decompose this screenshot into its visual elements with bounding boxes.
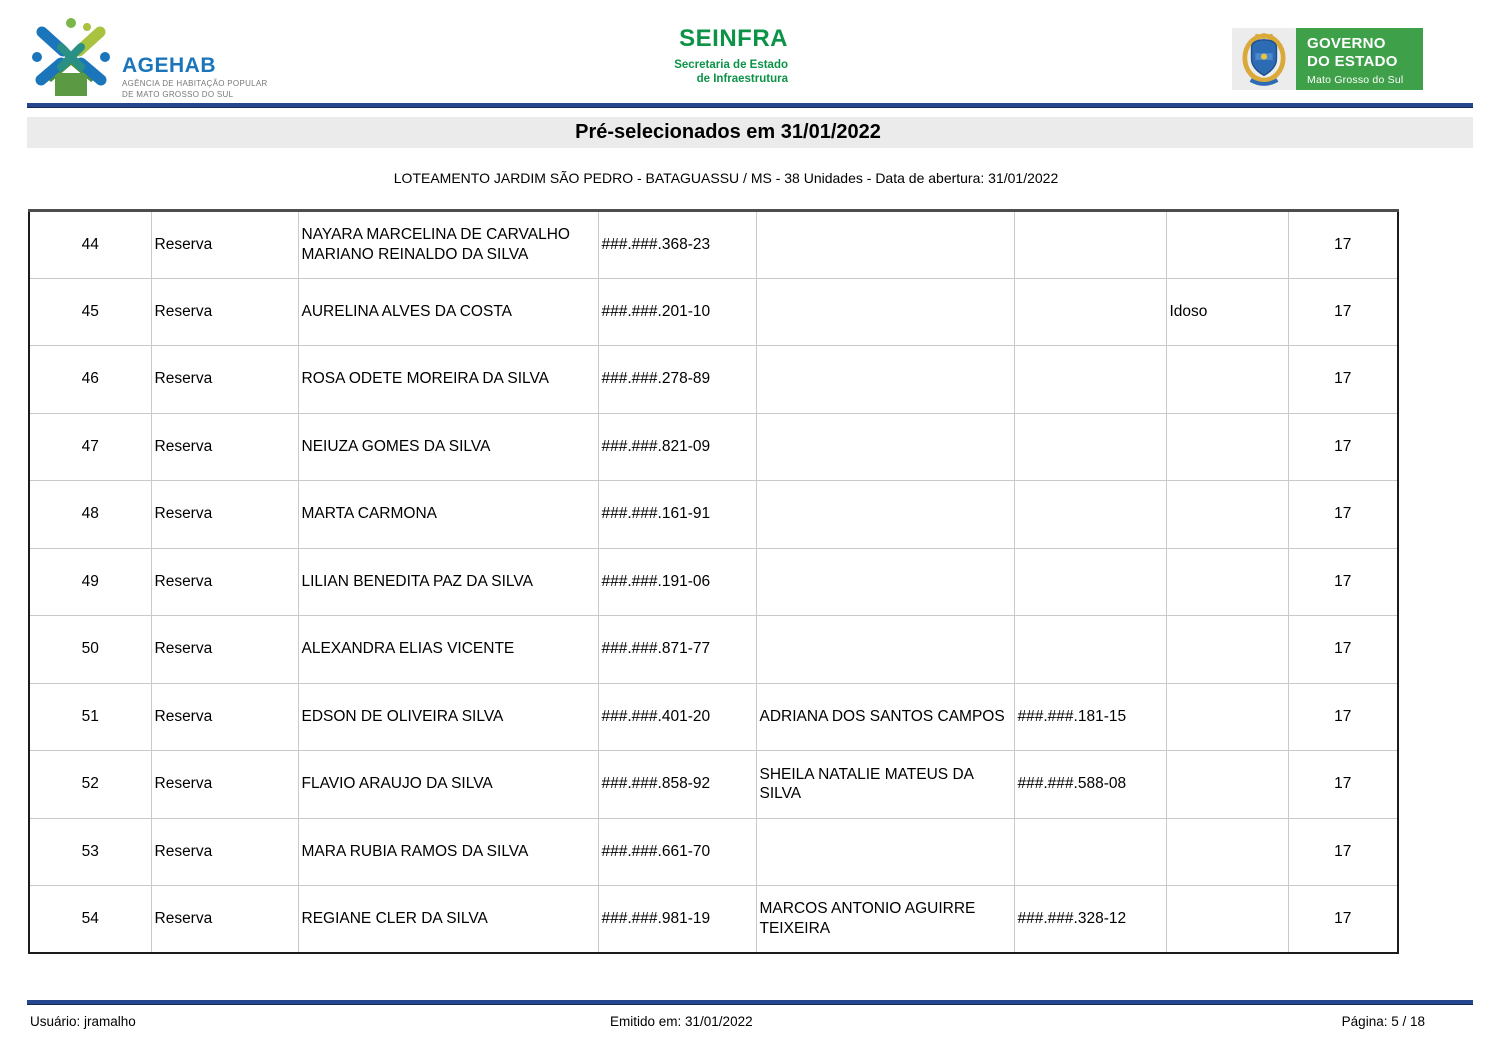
points-cell: 17 — [1288, 683, 1398, 751]
category-cell — [1166, 548, 1288, 616]
agehab-subtitle-line2: DE MATO GROSSO DO SUL — [122, 90, 234, 100]
name-cell: MARA RUBIA RAMOS DA SILVA — [298, 818, 598, 886]
spouse-cpf-cell — [1014, 481, 1166, 549]
category-cell — [1166, 346, 1288, 414]
points-cell: 17 — [1288, 413, 1398, 481]
cpf-cell: ###.###.191-06 — [598, 548, 756, 616]
spouse-name-cell — [756, 346, 1014, 414]
cpf-cell: ###.###.981-19 — [598, 886, 756, 954]
cpf-cell: ###.###.201-10 — [598, 278, 756, 346]
agehab-name: AGEHAB — [122, 54, 217, 78]
governo-line1: GOVERNO — [1307, 35, 1386, 52]
table-row — [29, 886, 1398, 954]
table-row — [29, 413, 1398, 481]
status-cell: Reserva — [151, 683, 298, 751]
agehab-house-icon — [30, 16, 112, 103]
points-cell: 17 — [1288, 616, 1398, 684]
points-cell: 17 — [1288, 548, 1398, 616]
points-cell: 17 — [1288, 346, 1398, 414]
title-bar — [27, 117, 1473, 148]
report-subtitle: LOTEAMENTO JARDIM SÃO PEDRO - BATAGUASSU / MS - 38 Unidades - Data de abertura: 31/01/2022 — [393, 170, 1059, 186]
category-cell — [1166, 683, 1288, 751]
seinfra-subtitle-line1: Secretaria de Estado — [674, 59, 788, 71]
spouse-cpf-cell: ###.###.181-15 — [1014, 683, 1166, 751]
table-row — [29, 481, 1398, 549]
rank-cell: 53 — [29, 818, 151, 886]
rank-cell: 52 — [29, 751, 151, 819]
spouse-name-cell — [756, 548, 1014, 616]
category-cell — [1166, 751, 1288, 819]
category-cell: Idoso — [1166, 278, 1288, 346]
table-row — [29, 818, 1398, 886]
name-cell: ROSA ODETE MOREIRA DA SILVA — [298, 346, 598, 414]
name-cell: FLAVIO ARAUJO DA SILVA — [298, 751, 598, 819]
spouse-name-cell — [756, 211, 1014, 279]
seinfra-logo — [620, 27, 788, 86]
spouse-name-cell: ADRIANA DOS SANTOS CAMPOS — [756, 683, 1014, 751]
category-cell — [1166, 413, 1288, 481]
table-row — [29, 278, 1398, 346]
status-cell: Reserva — [151, 211, 298, 279]
points-cell: 17 — [1288, 751, 1398, 819]
status-cell: Reserva — [151, 818, 298, 886]
spouse-name-cell — [756, 413, 1014, 481]
points-cell: 17 — [1288, 481, 1398, 549]
points-cell: 17 — [1288, 211, 1398, 279]
table-row — [29, 683, 1398, 751]
rank-cell: 54 — [29, 886, 151, 954]
table-row — [29, 548, 1398, 616]
state-crest-icon — [1232, 28, 1296, 90]
category-cell — [1166, 886, 1288, 954]
name-cell: EDSON DE OLIVEIRA SILVA — [298, 683, 598, 751]
name-cell: NEIUZA GOMES DA SILVA — [298, 413, 598, 481]
rank-cell: 47 — [29, 413, 151, 481]
name-cell: NAYARA MARCELINA DE CARVALHO MARIANO REINALDO DA SILVA — [298, 211, 598, 279]
name-cell: AURELINA ALVES DA COSTA — [298, 278, 598, 346]
cpf-cell: ###.###.821-09 — [598, 413, 756, 481]
spouse-name-cell: MARCOS ANTONIO AGUIRRE TEIXEIRA — [756, 886, 1014, 954]
footer-emitted: Emitido em: 31/01/2022 — [610, 1014, 753, 1029]
status-cell: Reserva — [151, 346, 298, 414]
spouse-cpf-cell — [1014, 413, 1166, 481]
name-cell: LILIAN BENEDITA PAZ DA SILVA — [298, 548, 598, 616]
table-row — [29, 346, 1398, 414]
agehab-logo — [30, 16, 268, 103]
page-title: Pré-selecionados em 31/01/2022 — [575, 121, 881, 143]
table-row — [29, 616, 1398, 684]
spouse-cpf-cell — [1014, 616, 1166, 684]
preselected-table — [28, 209, 1399, 954]
table-row — [29, 751, 1398, 819]
status-cell: Reserva — [151, 278, 298, 346]
spouse-cpf-cell — [1014, 278, 1166, 346]
rank-cell: 44 — [29, 211, 151, 279]
status-cell: Reserva — [151, 548, 298, 616]
status-cell: Reserva — [151, 886, 298, 954]
category-cell — [1166, 818, 1288, 886]
cpf-cell: ###.###.368-23 — [598, 211, 756, 279]
spouse-cpf-cell — [1014, 548, 1166, 616]
rank-cell: 48 — [29, 481, 151, 549]
seinfra-subtitle-line2: de Infraestrutura — [696, 73, 788, 86]
cpf-cell: ###.###.278-89 — [598, 346, 756, 414]
cpf-cell: ###.###.871-77 — [598, 616, 756, 684]
points-cell: 17 — [1288, 818, 1398, 886]
points-cell: 17 — [1288, 886, 1398, 954]
rank-cell: 45 — [29, 278, 151, 346]
spouse-name-cell — [756, 278, 1014, 346]
cpf-cell: ###.###.661-70 — [598, 818, 756, 886]
preselected-table-body — [29, 211, 1398, 954]
name-cell: REGIANE CLER DA SILVA — [298, 886, 598, 954]
spouse-cpf-cell — [1014, 211, 1166, 279]
header-divider — [27, 103, 1473, 107]
spouse-name-cell: SHEILA NATALIE MATEUS DA SILVA — [756, 751, 1014, 819]
cpf-cell: ###.###.401-20 — [598, 683, 756, 751]
agehab-subtitle-line1: AGÊNCIA DE HABITAÇÃO POPULAR — [122, 79, 268, 89]
governo-logo — [1232, 28, 1423, 90]
cpf-cell: ###.###.858-92 — [598, 751, 756, 819]
category-cell — [1166, 481, 1288, 549]
cpf-cell: ###.###.161-91 — [598, 481, 756, 549]
spouse-cpf-cell: ###.###.328-12 — [1014, 886, 1166, 954]
footer-user: Usuário: jramalho — [30, 1014, 136, 1029]
category-cell — [1166, 616, 1288, 684]
rank-cell: 46 — [29, 346, 151, 414]
points-cell: 17 — [1288, 278, 1398, 346]
governo-line3: Mato Grosso do Sul — [1307, 74, 1404, 86]
spouse-name-cell — [756, 818, 1014, 886]
rank-cell: 50 — [29, 616, 151, 684]
rank-cell: 49 — [29, 548, 151, 616]
name-cell: MARTA CARMONA — [298, 481, 598, 549]
governo-line2: DO ESTADO — [1307, 53, 1398, 70]
spouse-name-cell — [756, 616, 1014, 684]
status-cell: Reserva — [151, 413, 298, 481]
spouse-cpf-cell — [1014, 346, 1166, 414]
seinfra-name: SEINFRA — [679, 25, 788, 52]
spouse-name-cell — [756, 481, 1014, 549]
status-cell: Reserva — [151, 481, 298, 549]
footer-divider — [27, 1000, 1473, 1004]
status-cell: Reserva — [151, 616, 298, 684]
table-row — [29, 211, 1398, 279]
spouse-cpf-cell — [1014, 818, 1166, 886]
footer-page: Página: 5 / 18 — [1341, 1014, 1425, 1029]
spouse-cpf-cell: ###.###.588-08 — [1014, 751, 1166, 819]
category-cell — [1166, 211, 1288, 279]
rank-cell: 51 — [29, 683, 151, 751]
status-cell: Reserva — [151, 751, 298, 819]
name-cell: ALEXANDRA ELIAS VICENTE — [298, 616, 598, 684]
